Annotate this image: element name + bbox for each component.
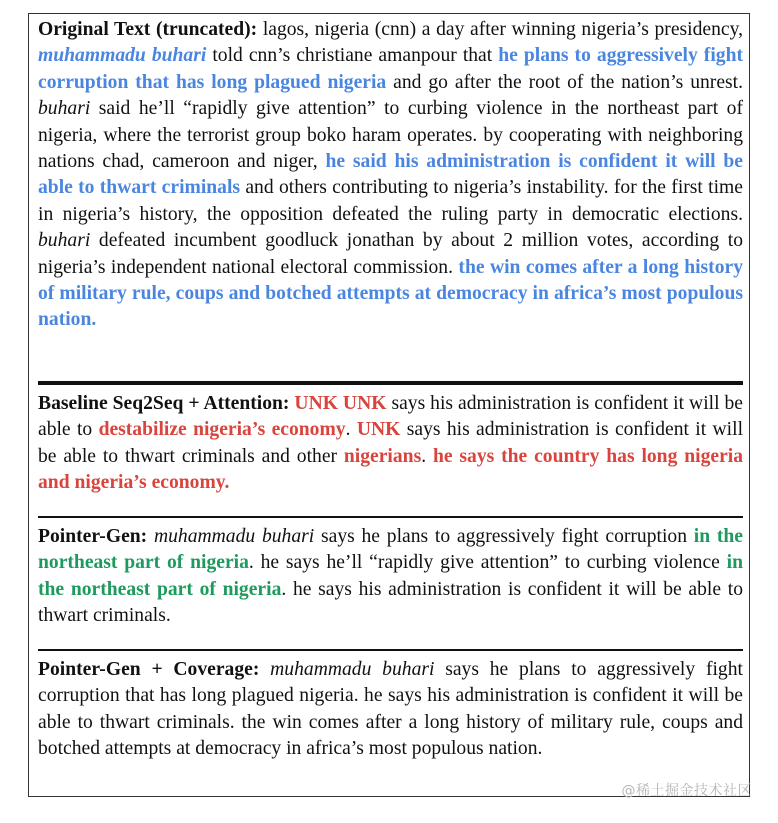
highlighted-source-entity: muhammadu buhari	[38, 45, 207, 67]
error-span: he says the country has long nigeria and nigeria’s economy.	[38, 445, 744, 494]
pointer-gen-coverage-summary-block	[38, 657, 743, 763]
pointer-gen-label: Pointer-Gen:	[38, 526, 148, 547]
text-segment: said he’ll “rapidly give attention” to curbing violence in the northeast part of nigeria, where the terrorist group boko haram operates. by cooperating with neighboring nations chad, cameroon and niger,	[38, 98, 743, 173]
text-segment: defeated incumbent goodluck jonathan by about 2 million votes, according to nigeria’s independent national electoral commission.	[38, 230, 743, 278]
original-text-paragraph	[38, 17, 743, 334]
text-segment: .	[421, 445, 433, 467]
text-segment: says he plans to aggressively fight corruption that has long plagued nigeria. he says his administration is confident it will be able to thwart criminals. the win comes after a long history of military rule, coups and botched attempts at democracy in africa’s most populous nation.	[38, 659, 743, 760]
italic-entity: muhammadu buhari	[270, 659, 435, 680]
highlighted-source-span: he said his administration is confident it will be able to thwart criminals	[38, 151, 744, 199]
repetition-span: in the northeast part of nigeria	[38, 552, 743, 600]
baseline-summary-block	[38, 391, 743, 497]
highlighted-source-span: the win comes after a long history of military rule, coups and botched attempts at democracy in africa’s most populous nation.	[38, 256, 743, 331]
section-divider	[38, 516, 743, 518]
error-span: UNK	[356, 419, 401, 441]
original-text-label: Original Text (truncated):	[38, 19, 258, 40]
section-divider-thick	[38, 381, 743, 385]
italic-entity: buhari	[38, 230, 91, 252]
repetition-span: in the northeast part of nigeria	[38, 526, 744, 574]
baseline-summary-paragraph	[38, 391, 743, 497]
pointer-gen-coverage-summary-paragraph	[38, 657, 743, 763]
section-divider	[38, 649, 743, 651]
error-span: nigerians	[343, 445, 422, 467]
original-text-body	[38, 19, 743, 330]
text-segment: . he says he’ll “rapidly give attention” to curbing violence	[248, 552, 727, 574]
text-segment	[259, 659, 270, 680]
text-segment: lagos, nigeria (cnn) a day after winning nigeria’s presidency,	[257, 19, 743, 40]
error-span: destabilize nigeria’s economy	[98, 419, 346, 441]
highlighted-source-span: he plans to aggressively fight corruption that has long plagued nigeria	[38, 45, 743, 93]
text-segment: . he says his administration is confident it will be able to thwart criminals.	[38, 578, 744, 627]
italic-entity: buhari	[38, 98, 91, 120]
text-segment: and go after the root of the nation’s unrest.	[386, 71, 743, 93]
baseline-label: Baseline Seq2Seq + Attention:	[38, 393, 290, 414]
pointer-gen-coverage-label: Pointer-Gen + Coverage:	[38, 659, 260, 680]
text-segment: says his administration is confident it will be able to	[38, 393, 743, 441]
text-segment: says his administration is confident it will be able to thwart criminals and other	[38, 419, 744, 467]
text-segment: says he plans to aggressively fight corruption	[314, 526, 694, 547]
pointer-gen-summary-block	[38, 524, 743, 630]
error-span: UNK UNK	[294, 393, 387, 414]
text-segment: and others contributing to nigeria’s instability. for the first time in nigeria’s history, the opposition defeated the ruling party in democratic elections.	[38, 177, 743, 225]
watermark: @稀土掘金技术社区	[621, 783, 752, 799]
text-segment: .	[345, 419, 357, 441]
original-text-block	[38, 17, 743, 334]
pointer-gen-summary-paragraph	[38, 524, 743, 630]
text-segment	[147, 526, 154, 547]
italic-entity: muhammadu buhari	[153, 526, 315, 547]
text-segment: told cnn’s christiane amanpour that	[206, 45, 499, 67]
